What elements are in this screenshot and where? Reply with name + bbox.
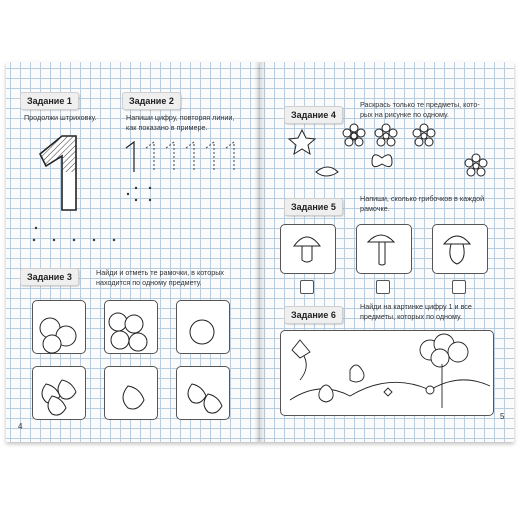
open-workbook [6,62,514,442]
page-number-left: 4 [18,422,23,431]
task3-label: Задание 3 [20,268,79,286]
task6-text-line1: Найди на картинке цифру 1 и все [360,302,472,311]
task2-label: Задание 2 [122,92,181,110]
park-scene-illustration [280,330,492,414]
task4-text-line1: Раскрась только те предметы, кото- [360,100,480,109]
digit-tracing-rows [116,138,246,218]
fruit-illustrations [32,300,232,420]
task6-text-line2: предметы, которых по одному. [360,312,462,321]
task4-label: Задание 4 [284,106,343,124]
dot-row [26,222,136,252]
task5-text-line1: Напиши, сколько грибочков в каждой [360,194,485,203]
book-spine [254,62,266,442]
right-page [260,62,514,442]
task5-text-line2: рамочке. [360,204,390,213]
task1-text: Продолжи штриховку. [24,113,97,122]
task1-label: Задание 1 [20,92,79,110]
left-page [6,62,260,442]
task3-text-line1: Найди и отметь те рамочки, в которых [96,268,225,277]
mushroom-illustrations [280,224,490,272]
hatched-one-illustration [32,132,92,214]
page-number-right: 5 [500,412,505,421]
task3-text-line2: находится по одному предмету. [96,278,202,287]
star-flowers-butterfly-leaf-illustration [280,122,500,182]
task5-label: Задание 5 [284,198,343,216]
task6-label: Задание 6 [284,306,343,324]
answer-box-2[interactable] [376,280,390,294]
task4-text-line2: рых на рисунке по одному. [360,110,449,119]
answer-box-3[interactable] [452,280,466,294]
task2-text-line1: Напиши цифру, повторяя линии, [126,113,235,122]
task2-text-line2: как показано в примере. [126,123,208,132]
answer-box-1[interactable] [300,280,314,294]
